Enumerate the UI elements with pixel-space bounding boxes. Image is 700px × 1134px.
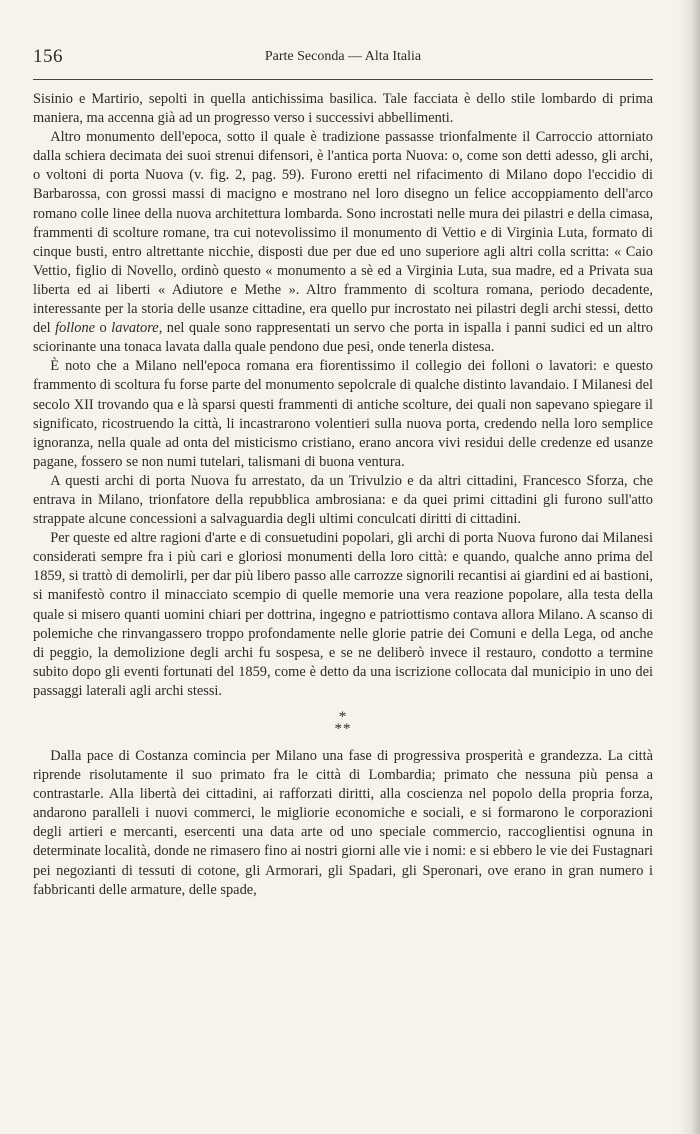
paragraph-1: Sisinio e Martirio, sepolti in quella antichissima basilica. Tale facciata è dello stile lombardo di prima maniera, ma accenna già ad un progresso verso i successivi abbellimenti. [33,91,653,127]
running-head: Parte Seconda — Alta Italia [264,49,422,64]
page-header [33,44,653,70]
paragraph-3: È noto che a Milano nell'epoca romana era fiorentissimo il collegio dei folloni o lavatori: e questo frammento di scoltura fu forse parte del monumento sepolcrale di qualche distinto lavandaio. I Milanesi del secolo XII trovando qua e là sparsi questi frammenti di antiche scolture, dei quali non sapevano spiegare il significato, ricostruendo la città, li incastrarono volentieri sulla nuova porta, credendo nella loro semplice ignoranza, nella quale ad onta del misticismo cristiano, erano ancora vivi residui delle credenze ed usanze pagane, fossero se non numi tutelari, talismani di buona ventura. [33,358,653,470]
paragraph-2-tail: , nel quale sono rappresentati un servo che porta in ispalla i panni sudici ed un altro sciorinante una tonaca lavata dalla quale pendono due pesi, onde tenerla distesa. [33,320,653,356]
paragraph-2-mid: o [95,320,112,337]
italic-follone: follone [55,320,96,337]
paragraph-2 [33,128,653,357]
paragraph-2-text: Altro monumento dell'epoca, sotto il quale è tradizione passasse trionfalmente il Carroccio attorniato dalla schiera decimata dei suoi strenui difensori, è l'antica porta Nuova: o, come son detti adesso, gli archi, o voltoni di porta Nuova (v. fig. 2, pag. 59). Furono eretti nel rifacimento di Milano dopo l'eccidio di Barbarossa, con grossi massi di macigno e mostrano nel loro disegno un felice accoppiamento dell'arco romano colle linee della nuova architettura lombarda. Sono incrostati nelle mura dei pilastri e della cimasa, frammenti di scolture romane, tra cui notevolissimo il monumento di Vettio e di Virginia Luta, formato di cinque busti, entro altrettante nicchie, disposti due per due ed uno superiore agli altri colla scritta: « Caio Vettio, figlio di Novello, ordinò questo « monumento a sè ed a Virginia Luta, sua madre, ed a Privata sua liberta ed ai liberti « Adiutore e Methe ». Altro frammento di scoltura romana, periodo decadente, interessante per la storia delle usanze cittadine, era quello pur incrostato nei pilastri degli archi stessi, detto del [33,129,653,337]
body-text [33,90,653,900]
page-edge-shadow [678,0,700,1134]
paragraph-6: Dalla pace di Costanza comincia per Milano una fase di progressiva prosperità e grandezza. La città riprende risolutamente il suo primato fra le città di Lombardia; primato che nessuna più pensa a contrastarle. Alla libertà dei cittadini, ai rafforzati diritti, alla coscienza nel popolo della propria forza, andarono paralleli i nuovi commerci, le migliorie economiche e sociali, e si formarono le corporazioni degli artieri e mercanti, esercenti una data arte od uno speciale commercio, raccoglientisi ognuna in determinate località, donde ne rimasero fino ai nostri giorni alle vie i nomi: e si ebbero le vie dei Fustagnari pei negozianti di tessuti di cotone, gli Armorari, gli Spadari, gli Speronari, ove erano in gran numero i fabbricanti delle armature, delle spade, [33,748,653,898]
paragraph-5: Per queste ed altre ragioni d'arte e di consuetudini popolari, gli archi di porta Nuova furono dai Milanesi considerati sempre fra i più cari e gloriosi monumenti della loro città: e quando, qualche anno prima del 1859, si trattò di demolirli, per dar più libero passo alle carrozze signorili recantisi ai giardini ed ai bastioni, si manifestò contro il minacciato scempio di quelle memorie una vera reazione popolare, alla testa della quale si misero quanti uomini chiari per dottrina, ingegno e patriottismo contava allora Milano. A scanso di polemiche che rinvangassero troppo profondamente nelle glorie patrie dei Comuni e della Lega, od anche di peggio, la demolizione degli archi fu sospesa, e se ne deliberò invece il restauro, condotto a termine subito dopo gli eventi fortunati del 1859, come è detto da una iscrizione collocata dal municipio in uno dei passaggi laterali agli archi stessi. [33,530,653,699]
header-rule [33,79,653,80]
page-number: 156 [33,46,63,67]
section-asterism [33,711,653,735]
asterism-bottom: ** [334,721,352,737]
italic-lavatore: lavatore [111,320,159,337]
asterism-top: * [338,709,348,725]
paragraph-4: A questi archi di porta Nuova fu arrestato, da un Trivulzio e da altri cittadini, Francesco Sforza, che entrava in Milano, trionfatore della repubblica ambrosiana: e da quei primi cittadini gli furono sull'atto strappate alcune concessioni a salvaguardia degli ultimi conculcati diritti di cittadini. [33,472,653,528]
